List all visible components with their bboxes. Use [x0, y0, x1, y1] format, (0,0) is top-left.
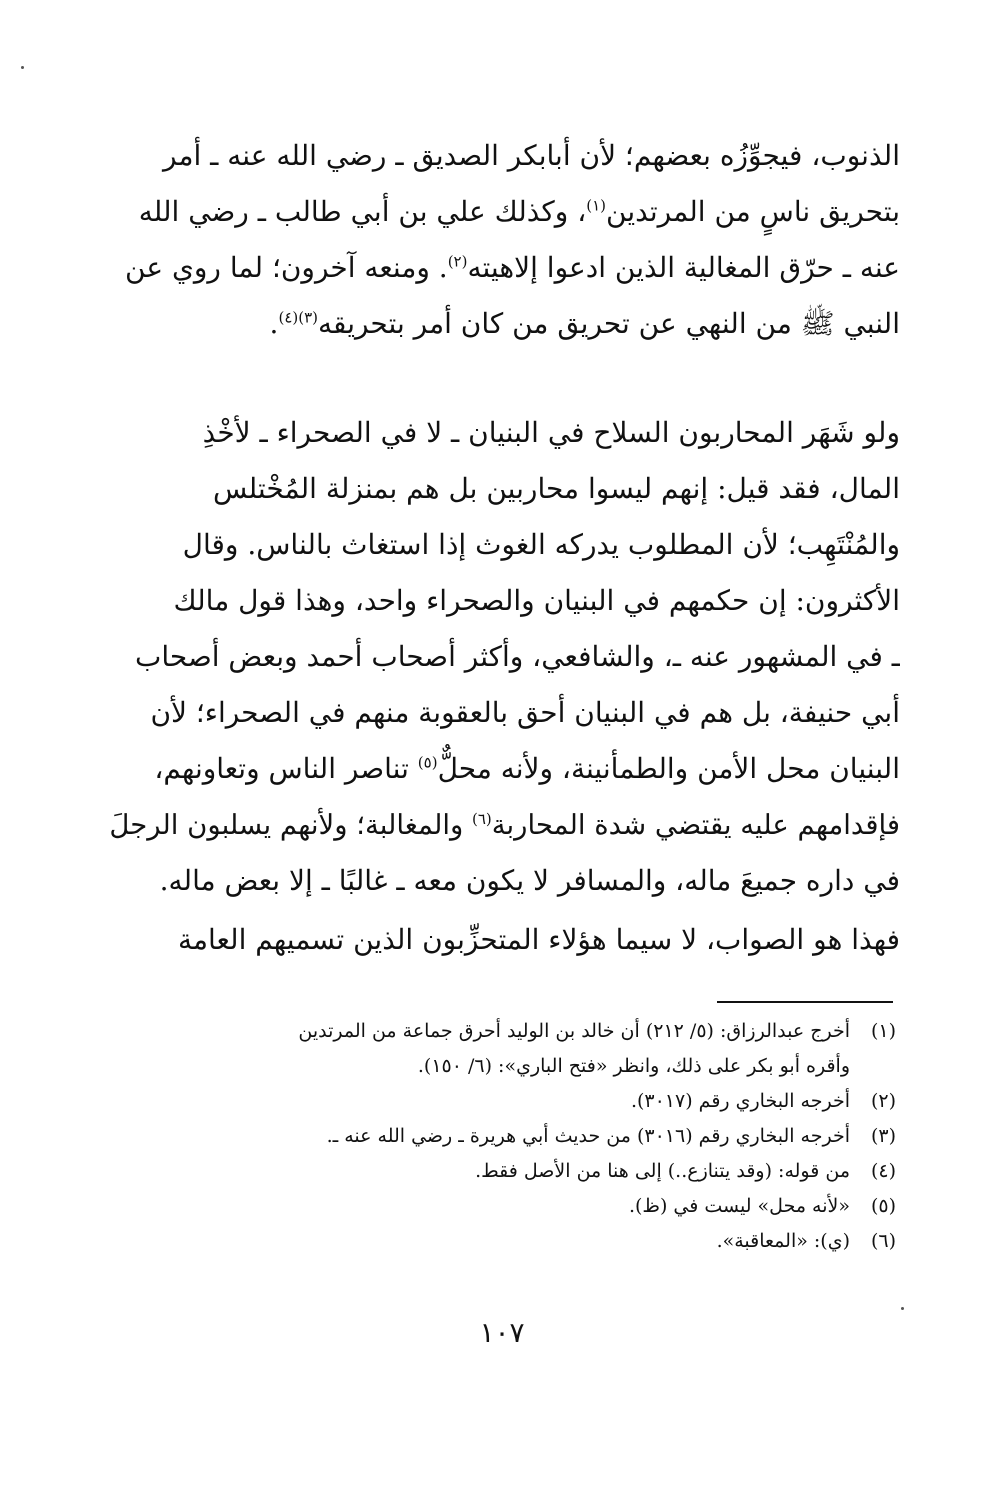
footnote-number: (٤) — [870, 1160, 896, 1182]
paragraph-2-line-2: المال، فقد قيل: إنهم ليسوا محاربين بل هم بمنزلة المُخْتلس — [212, 472, 900, 505]
footnote-text — [96, 1014, 850, 1084]
footnote-text: «لأنه محل» ليست في (ظ). — [628, 1195, 850, 1217]
footnote-text: من قوله: (وقد يتنازع..) إلى هنا من الأصل فقط. — [475, 1160, 850, 1182]
footnote-5 — [96, 1189, 896, 1224]
footnote-ref-5[interactable]: (٥) — [417, 753, 438, 772]
footnote-ref-6[interactable]: (٦) — [472, 809, 492, 828]
footnote-text: أخرجه البخاري رقم (٣٠١٦) من حديث أبي هريرة ـ رضي الله عنه ـ. — [326, 1125, 850, 1147]
text-segment: . — [269, 307, 279, 340]
paragraph-1-line-3 — [104, 240, 900, 296]
paragraph-1-line-4 — [104, 296, 900, 352]
text-segment: تناصر الناس وتعاونهم، — [154, 752, 418, 785]
footnote-separator — [717, 1001, 893, 1003]
text-segment: فإقدامهم عليه يقتضي شدة المحاربة — [491, 809, 900, 841]
footnotes — [96, 1014, 896, 1259]
footnote-text: (ي): «المعاقبة». — [716, 1230, 850, 1252]
text-segment: البنيان محل الأمن والطمأنينة، ولأنه محلٌّ — [437, 752, 900, 785]
paragraph-2-line-6: أبي حنيفة، بل هم في البنيان أحق بالعقوبة منهم في الصحراء؛ لأن — [150, 696, 900, 729]
paragraph-2-line-8 — [104, 797, 900, 853]
footnote-ref-1[interactable]: (١) — [586, 196, 607, 215]
footnote-ref-3-4[interactable]: (٣)(٤) — [278, 308, 319, 327]
footnote-2 — [96, 1084, 896, 1119]
text-segment: . ومنعه آخرون؛ لما روي عن — [125, 251, 448, 284]
footnote-ref-2[interactable]: (٢) — [447, 252, 468, 271]
scan-speck — [901, 1307, 904, 1310]
footnote-6 — [96, 1224, 896, 1259]
paragraph-2-line-7 — [104, 741, 900, 797]
scan-speck — [21, 66, 24, 69]
text-segment: بتحريق ناسٍ من المرتدين — [606, 195, 900, 228]
paragraph-1-line-1: الذنوب، فيجوِّزُه بعضهم؛ لأن أبابكر الصديق ـ رضي الله عنه ـ أمر — [163, 139, 900, 172]
paragraph-2 — [104, 405, 900, 909]
footnote-number: (١) — [870, 1020, 896, 1042]
paragraph-1-line-2 — [104, 184, 900, 240]
text-segment: ، وكذلك علي بن أبي طالب ـ رضي الله — [138, 195, 587, 228]
footnote-number: (٣) — [870, 1125, 896, 1147]
footnote-number: (٥) — [870, 1195, 896, 1217]
paragraph-3-line-1: فهذا هو الصواب، لا سيما هؤلاء المتحزِّبون الذين تسميهم العامة — [177, 923, 900, 956]
footnote-text-line: أخرج عبدالرزاق: (٥/ ٢١٢) أن خالد بن الوليد أحرق جماعة من المرتدين — [298, 1020, 850, 1042]
paragraph-3 — [104, 912, 900, 968]
paragraph-2-line-3: والمُنْتَهِب؛ لأن المطلوب يدركه الغوث إذا استغاث بالناس. وقال — [182, 528, 900, 561]
footnote-text-continuation: وأقره أبو بكر على ذلك، وانظر «فتح الباري»: (٦/ ١٥٠). — [417, 1055, 850, 1077]
text-segment: النبي ﷺ من النهي عن تحريق من كان أمر بتحريقه — [318, 307, 900, 340]
paragraph-2-line-1: ولو شَهَر المحاربون السلاح في البنيان ـ لا في الصحراء ـ لأخْذِ — [202, 416, 900, 449]
paragraph-1 — [104, 128, 900, 352]
footnote-number: (٢) — [870, 1090, 896, 1112]
footnote-4 — [96, 1154, 896, 1189]
text-segment: عنه ـ حرّق المغالية الذين ادعوا إلاهيته — [467, 251, 900, 284]
text-segment: والمغالبة؛ ولأنهم يسلبون الرجلَ — [109, 809, 472, 841]
paragraph-2-line-9: في داره جميعَ ماله، والمسافر لا يكون معه ـ غالبًا ـ إلا بعض ماله. — [159, 864, 900, 897]
paragraph-2-line-5: ـ في المشهور عنه ـ، والشافعي، وأكثر أصحاب أحمد وبعض أصحاب — [135, 640, 900, 673]
page-number: ١٠٧ — [479, 1316, 525, 1349]
footnote-number: (٦) — [870, 1230, 896, 1252]
footnote-text: أخرجه البخاري رقم (٣٠١٧). — [630, 1090, 850, 1112]
paragraph-2-line-4: الأكثرون: إن حكمهم في البنيان والصحراء واحد، وهذا قول مالك — [173, 584, 900, 617]
footnote-3 — [96, 1119, 896, 1154]
footnote-1 — [96, 1014, 896, 1084]
